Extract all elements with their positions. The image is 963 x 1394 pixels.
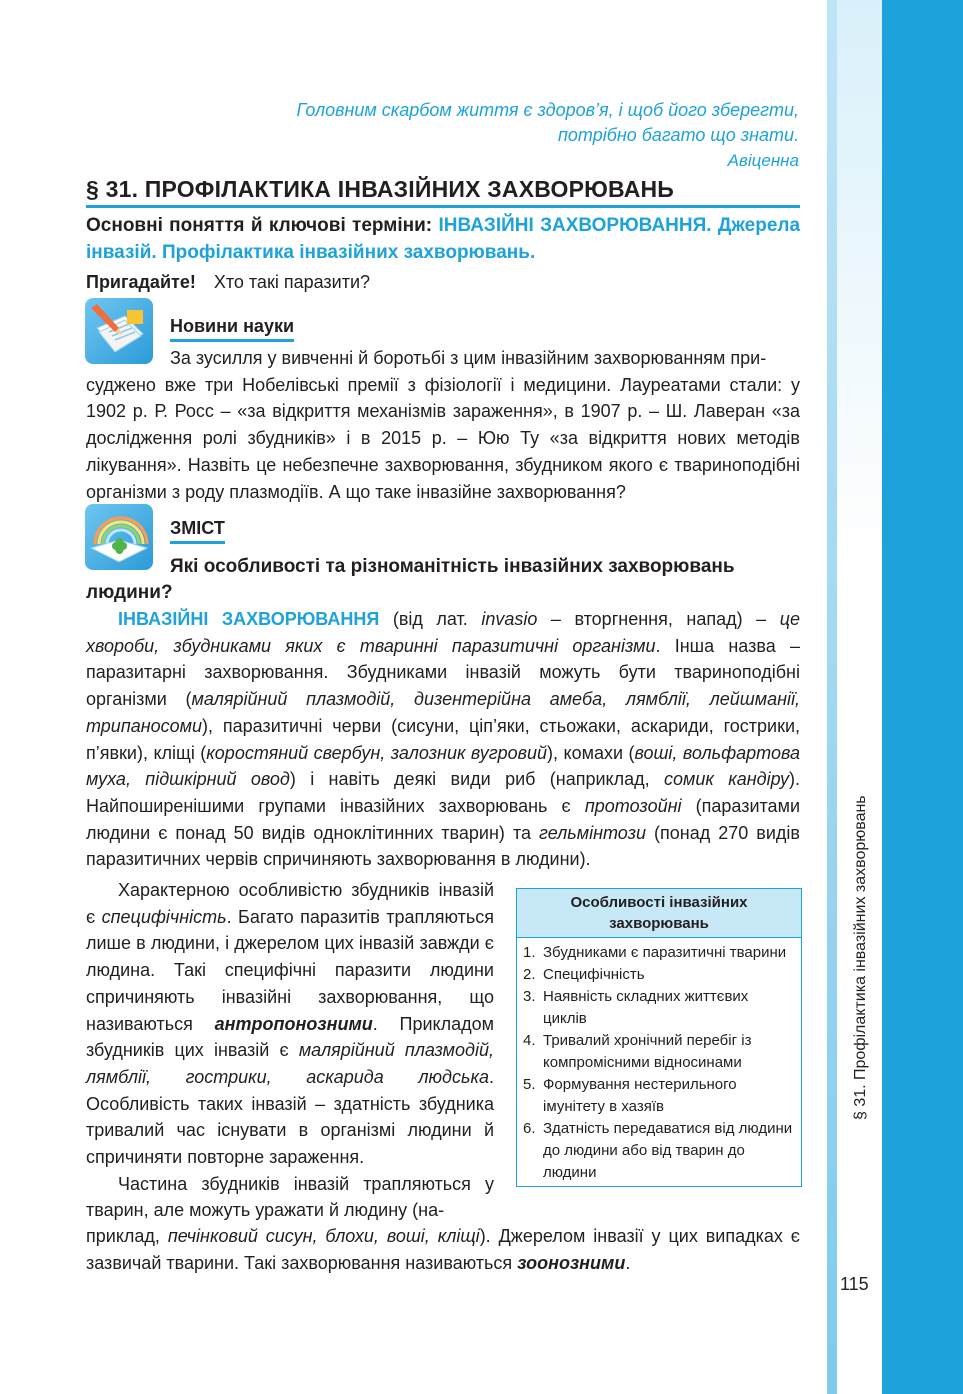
example-protozoa: малярійний плазмодій, дизентерійна амеба, лямблії, лейшманії, трипаносоми (86, 689, 800, 736)
term-helminthoses: гельмінтози (539, 822, 646, 843)
term-specificity: специфічність (101, 906, 227, 927)
example-zoonotic: печінковий сисун, блохи, воші, кліщі (167, 1226, 480, 1246)
term-invasive-diseases: ІНВАЗІЙНІ ЗАХВОРЮВАННЯ (118, 609, 380, 629)
latin-word: invasio (481, 609, 538, 629)
term-anthroponotic: антропонозними (214, 1013, 373, 1034)
key-terms-label: Основні поняття й ключові терміни: (86, 215, 433, 236)
epigraph (297, 98, 799, 173)
key-term: ІНВАЗІЙНІ ЗАХВОРЮВАННЯ. (438, 215, 712, 236)
epigraph-author: Авіценна (727, 151, 799, 170)
page-number: 115 (840, 1274, 869, 1294)
definition: це хвороби, збудниками яких є тваринні паразитичні організми (86, 609, 800, 656)
term-zoonotic: зоонозними (517, 1252, 626, 1273)
list-item: 1. Збудниками є паразитичні тварини (523, 944, 787, 961)
bottom-paragraph: приклад, печінковий сисун, блохи, воші, кліщі). Джерелом інвазії у цих випадках є зазвичай тварини. Такі захворювання називаються зоонозними. (86, 1226, 800, 1273)
features-table (516, 888, 802, 1187)
list-item: 4. Тривалий хронічний перебіг із компромісними відносинами (523, 1032, 752, 1071)
column-paragraph: Характерною особливістю збудників інвазій є специфічність. Багато паразитів трапляються лише в людини, і джерелом цих інвазій завжди є людина. Такі специфічні паразити людини спричиняють інвазійні захворювання, що називаються антропонозними. Прикладом збудників цих інвазій є малярійний плазмодій, лямблії, гострики, аскарида людська. Особливість таких інвазій – здатність збудника тривалий час існувати в організмі людини й спричиняти повторне зараження. Частина збудників інвазій трапляються у тварин, але можуть уражати й людину (на- (86, 880, 495, 1221)
epigraph-line: потрібно багато що знати. (557, 125, 799, 145)
key-terms (86, 212, 800, 266)
news-heading: Новини науки (170, 316, 294, 342)
news-text-line: За зусилля у вивченні й боротьбі з цим інвазійним захворюванням при- (170, 348, 767, 368)
list-item: 6. Здатність передаватися від людини до людини або від тварин до людини (523, 1120, 793, 1181)
question-line: людини? (86, 582, 173, 603)
column-paragraph-2: Частина збудників інвазій трапляються у тварин, але можуть уражати й людину (на- (86, 1173, 494, 1221)
remember-prompt (86, 272, 370, 293)
content-heading: ЗМІСТ (170, 518, 225, 544)
chapter-title: § 31. ПРОФІЛАКТИКА ІНВАЗІЙНИХ ЗАХВОРЮВАНЬ (86, 176, 800, 208)
features-table-header: Особливості інвазійних захворювань (517, 889, 801, 938)
content-question (86, 554, 800, 606)
main-paragraph: ІНВАЗІЙНІ ЗАХВОРЮВАННЯ (від лат. invasio – вторгнення, напад) – це хвороби, збудниками яких є тваринні паразитичні організми. Інша назва – паразитарні захворювання. Збудниками інвазій можуть бути твариноподібні організми (малярійний плазмодій, дизентерійна амеба, лямблії, лейшманії, трипаносоми), паразитичні черви (сисуни, ціп’яки, стьожаки, аскариди, гострики, п’явки), кліщі (коростяний свербун, залозник вугровий), комахи (воші, вольфартова муха, підшкірний овод) і навіть деякі види риб (наприклад, сомик кандіру). Найпоширенішими групами інвазійних захворювань є протозойні (паразитами людини є понад 50 видів одноклітинних тварин) та гельмінтози (понад 270 видів паразитичних червів спричиняють захворювання в людини). (86, 609, 801, 870)
news-text (86, 345, 800, 505)
remember-label: Пригадайте! (86, 272, 196, 292)
key-term: Джерела інвазій. Профілактика інвазійних захворювань. (86, 215, 801, 263)
example-insects: воші, вольфартова муха, підшкірний овод (86, 742, 800, 790)
running-title: § 31. Профілактика інвазійних захворювань (852, 795, 869, 1120)
features-list (517, 938, 801, 1186)
example-fish: сомик кандіру (664, 769, 790, 790)
list-item: 5. Формування нестерильного імунітету в хазяїв (523, 1076, 737, 1115)
list-item: 2. Специфічність (523, 966, 645, 983)
page-side-band (827, 0, 963, 1394)
example-mites: коростяний свербун, залозник вугровий (206, 742, 548, 763)
term-protozoal: протозойні (584, 795, 682, 816)
news-text-body: суджено вже три Нобелівські премії з фізіології і медицини. Лауреатами стали: у 1902 р. Р. Росс – «за відкриття механізмів зараження», в 1907 р. – Ш. Лаверан «за дослідження ролі збудників» і в 2015 р. – Юю Ту «за відкриття нових методів лікування». Назвіть це небезпечне захворювання, збудником якого є твариноподібні організми з роду плазмодіїв. А що таке інвазійне захворювання? (86, 374, 800, 502)
list-item: 3. Наявність складних життєвих циклів (523, 988, 749, 1027)
remember-question: Хто такі паразити? (213, 272, 371, 292)
epigraph-line: Головним скарбом життя є здоров’я, і щоб його зберегти, (296, 100, 799, 120)
example-anthroponotic: малярійний плазмодій, лямблії, гострики, аскарида людська (86, 1040, 494, 1087)
question-line: Які особливості та різноманітність інвазійних захворювань (170, 556, 735, 577)
